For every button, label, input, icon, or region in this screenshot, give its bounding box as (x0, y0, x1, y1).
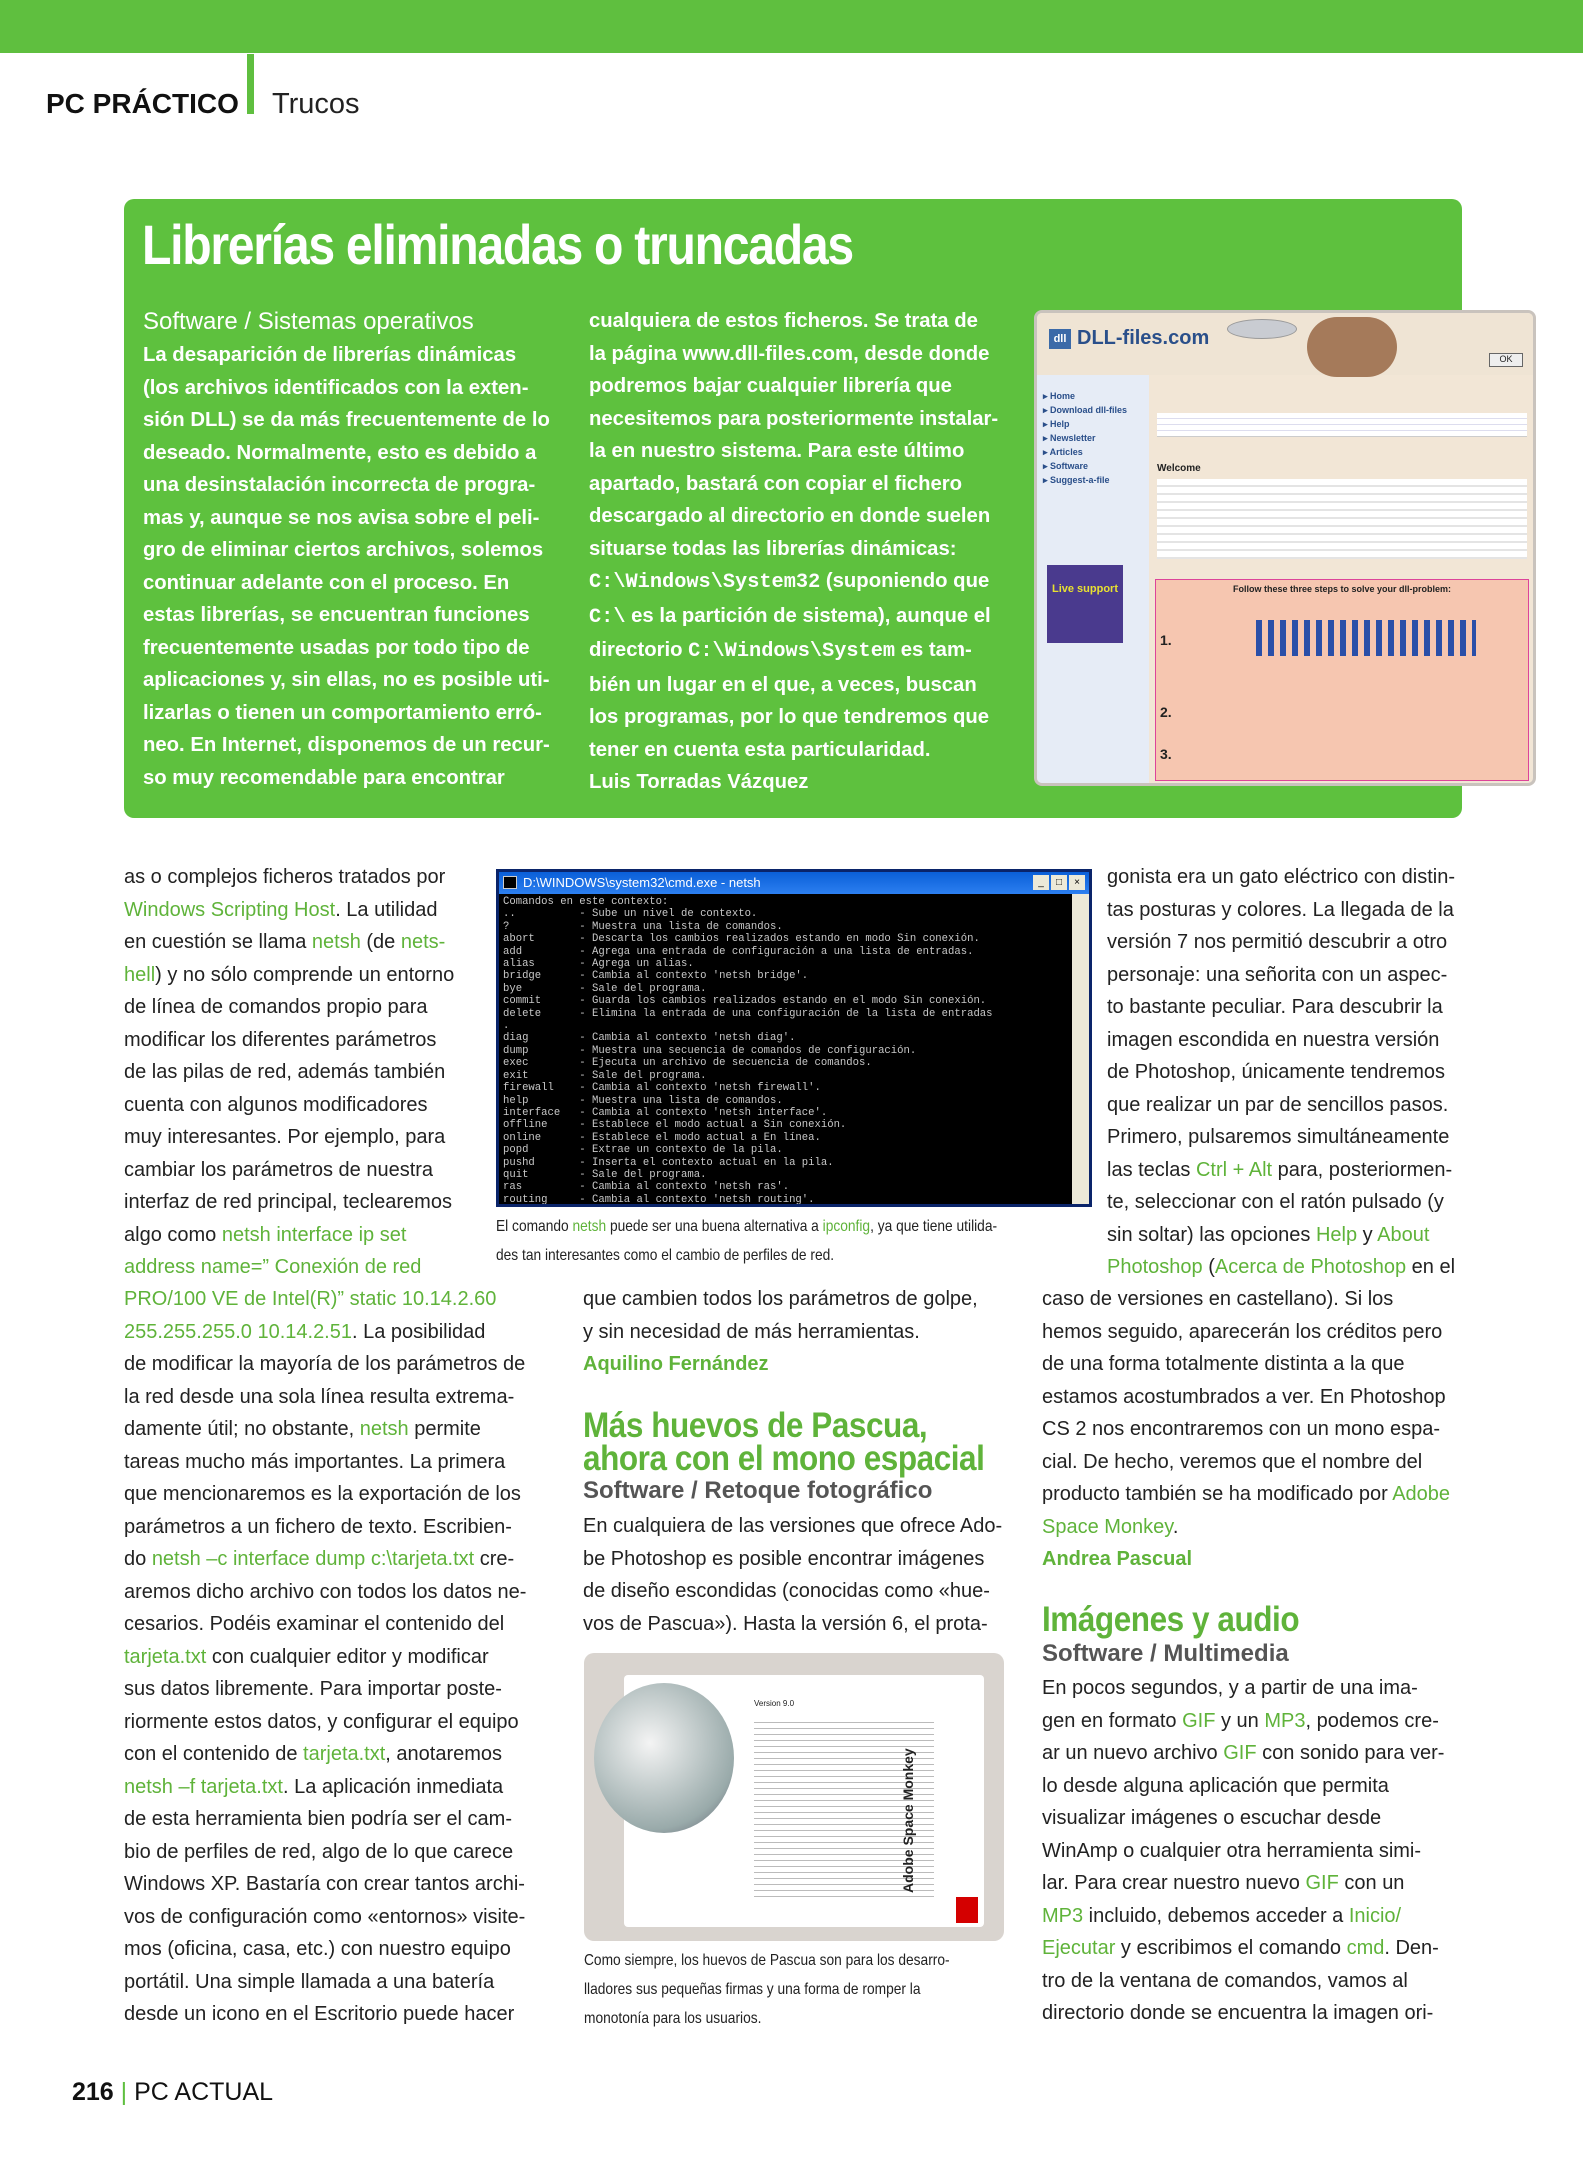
text-line: gen en formato GIF y un MP3, podemos cre- (1042, 1709, 1439, 1732)
text-line: pushd - Inserta el contexto actual en la pila. (503, 1156, 834, 1169)
text-line: bridge - Cambia al contexto 'netsh bridge'. (503, 970, 809, 983)
text-line: ras - Cambia al contexto 'netsh ras'. (503, 1181, 790, 1194)
box-author: Luis Torradas Vázquez (589, 771, 809, 793)
text-line: (los archivos identificados con la exten- (143, 376, 529, 399)
text-line: modificar los diferentes parámetros (124, 1028, 437, 1051)
text-line: apartado, bastará con copiar el fichero (589, 472, 963, 495)
text-line: tas posturas y colores. La llegada de la (1107, 898, 1454, 921)
dll-nav-list (1037, 375, 1149, 501)
dll-live-support-banner[interactable]: Live support (1047, 565, 1123, 643)
text-line: ▸ Software (1043, 461, 1089, 471)
text-line: MP3 incluido, debemos acceder a Inicio/ (1042, 1904, 1402, 1927)
text-line: tener en cuenta esta particularidad. (589, 738, 931, 761)
text-line: visualizar imágenes o escuchar desde (1042, 1807, 1382, 1829)
dll-step-3: 3. (1160, 746, 1172, 762)
monkey-caption (584, 1946, 997, 2033)
box-column-1 (143, 305, 563, 794)
text-line: caso de versiones en castellano). Si los (1042, 1288, 1394, 1310)
box-path-line-3: directorio C:\Windows\System es tam- (589, 639, 972, 663)
box-path-line-1: C:\Windows\System32 (suponiendo que (589, 570, 990, 594)
text-line: una desinstalación incorrecta de progra- (143, 474, 536, 496)
text-line: exec - Ejecuta un archivo de secuencia de comandos. (503, 1057, 872, 1070)
text-line: ▸ Articles (1043, 447, 1083, 457)
box-column-2 (589, 305, 1009, 799)
adobe-logo-icon (956, 1897, 978, 1923)
dll-person-photo (1307, 317, 1397, 377)
text-line: alias - Agrega un alias. (503, 958, 694, 971)
text-line: desde un icono en el Escritorio puede hacer (124, 2003, 515, 2025)
maximize-icon[interactable]: □ (1051, 875, 1067, 890)
cmd-title: D:\WINDOWS\system32\cmd.exe - netsh (523, 875, 761, 890)
text-line: delete - Elimina la entrada de una configuración de la lista de entradas (503, 1007, 993, 1020)
text-line: de una forma totalmente distinta a la que (1042, 1353, 1405, 1375)
text-line: algo como netsh interface ip set (124, 1223, 407, 1246)
box-path-line-2: C:\ es la partición de sistema), aunque el (589, 604, 991, 629)
text-line: dump - Muestra una secuencia de comandos de configuración. (503, 1044, 917, 1057)
text-line: neo. En Internet, disponemos de un recur- (143, 734, 550, 756)
text-line: sus datos libremente. Para importar poste- (124, 1678, 502, 1700)
dll-files-screenshot (1034, 310, 1536, 786)
text-line: Como siempre, los huevos de Pascua son para los desarro- (584, 1952, 950, 1969)
cmd-output (499, 894, 1089, 1207)
left-column-wide (124, 1283, 546, 2031)
text-line: ▸ Suggest-a-file (1043, 475, 1110, 485)
text-line: sión DLL) se da más frecuentemente de lo (143, 409, 550, 431)
cmd-titlebar (499, 872, 1089, 894)
text-line: tarjeta.txt con cualquier editor y modificar (124, 1645, 489, 1668)
dll-logo-icon: dll (1049, 329, 1071, 349)
text-line: muy interesantes. Por ejemplo, para (124, 1126, 446, 1148)
text-line: Ejecutar y escribimos el comando cmd. Den- (1042, 1937, 1439, 1959)
text-line: ▸ Help (1043, 419, 1070, 429)
middle-column (583, 1283, 1005, 1381)
text-line: damente útil; no obstante, netsh permite (124, 1418, 481, 1440)
text-line: bye - Sale del programa. (503, 982, 707, 995)
text-line: ? - Muestra una lista de comandos. (503, 920, 783, 933)
cmd-icon (503, 876, 517, 889)
text-line: ▸ Download dll-files (1043, 405, 1128, 415)
text-line: personaje: una señorita con un aspec- (1107, 963, 1448, 986)
text-line: offline - Establece el modo actual a Sin conexión. (503, 1119, 847, 1132)
text-line: los programas, por lo que tendremos que (589, 706, 990, 728)
text-line: En cualquiera de las versiones que ofrece Ado- (583, 1515, 1003, 1537)
text-line: abort - Descarta los cambios realizados estando en modo Sin conexión. (503, 933, 980, 946)
text-line: . (503, 1020, 510, 1033)
text-line: popd - Extrae un contexto de la pila. (503, 1144, 783, 1157)
text-line: de línea de comandos propio para (124, 996, 428, 1018)
dll-logo-text: DLL-files.com (1077, 327, 1210, 349)
text-line: cial. De hecho, veremos que el nombre del (1042, 1450, 1423, 1473)
minimize-icon[interactable]: _ (1033, 875, 1049, 890)
box-title: Librerías eliminadas o truncadas (142, 213, 853, 276)
text-line: monotonía para los usuarios. (584, 2010, 762, 2027)
dll-step-1: 1. (1160, 632, 1172, 648)
text-line: mas y, aunque se nos avisa sobre el peli- (143, 506, 540, 529)
left-column (124, 861, 480, 1284)
text-line: estas librerías, se encuentran funciones (143, 604, 530, 626)
text-line: de esta herramienta bien podría ser el cam- (124, 1808, 512, 1830)
text-line: gonista era un gato eléctrico con distin- (1107, 866, 1455, 888)
text-line: directorio donde se encuentra la imagen ori- (1042, 2002, 1434, 2024)
text-line: continuar adelante con el proceso. En (143, 571, 510, 594)
text-line: ar un nuevo archivo GIF con sonido para ver- (1042, 1742, 1445, 1764)
text-line: online - Establece el modo actual a En línea. (503, 1131, 821, 1144)
text-line: la red desde una sola línea resulta extrema- (124, 1385, 515, 1408)
text-line: descargado al directorio en donde suelen (589, 505, 991, 527)
cmd-window-controls (1033, 875, 1085, 890)
splash-version: Version 9.0 (754, 1699, 795, 1708)
text-line: riormente estos datos, y configurar el equipo (124, 1710, 519, 1733)
top-color-bar (0, 0, 1583, 53)
text-line: imagen escondida en nuestra versión (1107, 1028, 1440, 1051)
text-line: Primero, pulsaremos simultáneamente (1107, 1126, 1450, 1148)
text-line: hemos seguido, aparecerán los créditos pero (1042, 1320, 1443, 1343)
text-line: aplicaciones y, sin ellas, no es posible uti- (143, 669, 550, 691)
space-monkey-illustration (594, 1683, 734, 1833)
text-line: sin soltar) las opciones Help y About (1107, 1223, 1430, 1246)
text-line: to bastante peculiar. Para descubrir la (1107, 996, 1443, 1018)
text-line: bio de perfiles de red, algo de lo que carece (124, 1840, 514, 1863)
text-line: PRO/100 VE de Intel(R)” static 10.14.2.60 (124, 1288, 497, 1310)
box-column-2-text (589, 305, 1009, 565)
box-category: Software / Sistemas operativos (143, 308, 474, 335)
text-line: netsh –f tarjeta.txt. La aplicación inmediata (124, 1775, 504, 1798)
text-line: tareas mucho más importantes. La primera (124, 1450, 506, 1473)
text-line: de Photoshop, únicamente tendremos (1107, 1061, 1445, 1083)
text-line: commit - Guarda los cambios realizados estando en el modo Sin conexión. (503, 995, 987, 1008)
dll-step-2: 2. (1160, 704, 1172, 720)
text-line: exit - Sale del programa. (503, 1069, 707, 1082)
text-line: mos (oficina, casa, etc.) con nuestro equipo (124, 1938, 511, 1960)
cmd-scrollbar[interactable] (1072, 894, 1089, 1207)
text-line: que mencionaremos es la exportación de los (124, 1483, 521, 1505)
text-line: lo desde alguna aplicación que permita (1042, 1774, 1389, 1797)
text-line: Windows XP. Bastaría con crear tantos archi- (124, 1873, 525, 1895)
text-line: ▸ Home (1043, 391, 1076, 401)
text-line: parámetros a un fichero de texto. Escribien- (124, 1515, 512, 1538)
text-line: producto también se ha modificado por Adobe (1042, 1483, 1451, 1505)
cmd-window-screenshot (496, 869, 1092, 1207)
text-line: deseado. Normalmente, esto es debido a (143, 441, 537, 464)
images-audio-category: Software / Multimedia (1042, 1640, 1289, 1667)
text-line: situarse todas las librerías dinámicas: (589, 537, 957, 560)
text-line: hell) y no sólo comprende un entorno (124, 963, 455, 986)
text-line: te, seleccionar con el ratón pulsado (y (1107, 1191, 1444, 1213)
text-line: cuenta con algunos modificadores (124, 1093, 428, 1116)
text-line: las teclas Ctrl + Alt para, posteriormen- (1107, 1158, 1453, 1181)
text-line: firewall - Cambia al contexto 'netsh firewall'. (503, 1082, 821, 1095)
text-line: lizarlas o tienen un comportamiento erró- (143, 701, 542, 724)
text-line: la en nuestro sistema. Para este último (589, 440, 965, 462)
dll-sidebar (1037, 375, 1149, 786)
text-line: do netsh –c interface dump c:\tarjeta.txt cre- (124, 1548, 515, 1570)
text-line: la página www.dll-files.com, desde donde (589, 342, 990, 365)
text-line: add - Agrega una entrada de configuración a una lista de entradas. (503, 945, 974, 958)
section-subtitle: Trucos (272, 88, 360, 120)
text-line: de modificar la mayoría de los parámetros de (124, 1353, 526, 1375)
text-line: interfaz de red principal, teclearemos (124, 1191, 452, 1213)
dll-cd-icon (1227, 319, 1297, 339)
dll-welcome: Welcome (1157, 463, 1201, 474)
close-icon[interactable]: × (1069, 875, 1085, 890)
text-line: de diseño escondidas (conocidas como «hue- (583, 1580, 990, 1602)
text-line: frecuentemente usadas por todo tipo de (143, 636, 530, 659)
text-line: WinAmp o cualquier otra herramienta simi- (1042, 1839, 1422, 1862)
text-line: lar. Para crear nuestro nuevo GIF con un (1042, 1872, 1405, 1894)
text-line: estamos acostumbrados a ver. En Photoshop (1042, 1385, 1446, 1408)
text-line: La desaparición de librerías dinámicas (143, 344, 517, 366)
text-line: Photoshop (Acerca de Photoshop en el (1107, 1256, 1456, 1278)
page-number: 216 (72, 2078, 114, 2106)
images-audio-heading: Imágenes y audio (1042, 1600, 1300, 1639)
text-line (503, 1206, 1085, 1207)
text-line: cualquiera de estos ficheros. Se trata de (589, 310, 978, 332)
text-line: de las pilas de red, además también (124, 1061, 446, 1083)
middle-intro-lines (583, 1283, 1005, 1348)
text-line: Comandos en este contexto: (503, 896, 669, 908)
text-line: interface - Cambia al contexto 'netsh interface'. (503, 1106, 828, 1119)
text-line: que realizar un par de sencillos pasos. (1107, 1093, 1449, 1116)
text-line: portátil. Una simple llamada a una batería (124, 1970, 495, 1993)
dll-promo-links (1157, 413, 1527, 437)
splash-brand: Adobe Space Monkey (900, 1748, 916, 1893)
text-line: con el contenido de tarjeta.txt, anotaremos (124, 1743, 503, 1765)
text-line: necesitemos para posteriormente instalar- (589, 407, 999, 430)
text-line: 255.255.255.0 10.14.2.51. La posibilidad (124, 1320, 486, 1343)
dll-login-button[interactable]: OK (1489, 353, 1523, 367)
text-line: vos de Pascua»). Hasta la versión 6, el prota- (583, 1612, 988, 1635)
right-author: Andrea Pascual (1042, 1548, 1193, 1570)
text-line: vos de configuración como «entornos» visite- (124, 1905, 526, 1928)
text-line: gro de eliminar ciertos archivos, solemos (143, 539, 544, 561)
dll-steps-panel (1155, 579, 1529, 781)
text-line: address name=” Conexión de red (124, 1256, 422, 1278)
section-divider (247, 54, 254, 114)
text-line: aremos dicho archivo con todos los datos ne- (124, 1580, 527, 1603)
text-line: diag - Cambia al contexto 'netsh diag'. (503, 1032, 796, 1045)
text-line: en cuestión se llama netsh (de nets- (124, 931, 446, 953)
text-line: y sin necesidad de más herramientas. (583, 1320, 920, 1343)
cmd-caption: El comando netsh puede ser una buena alternativa a ipconfig, ya que tiene utilida- des tan interesantes como el cambio de perfiles de red. (496, 1218, 998, 1264)
right-column (1042, 1283, 1463, 1576)
text-line: CS 2 nos encontraremos con un mono espa- (1042, 1418, 1440, 1440)
text-line: .. - Sube un nivel de contexto. (503, 908, 758, 921)
text-line: versión 7 nos permitió descubrir a otro (1107, 931, 1448, 953)
magazine-name: PC ACTUAL (134, 2078, 274, 2106)
middle-author: Aquilino Fernández (583, 1353, 769, 1375)
text-line: podremos bajar cualquier librería que (589, 375, 952, 397)
text-line: ▸ Newsletter (1043, 433, 1096, 443)
box-column-1-text (143, 339, 563, 794)
easter-egg-category: Software / Retoque fotográfico (583, 1477, 933, 1504)
text-line: help - Muestra una lista de comandos. (503, 1094, 783, 1107)
right-column-top (1107, 861, 1463, 1284)
dll-steps-title: Follow these three steps to solve your dll-problem: (1232, 584, 1452, 594)
images-audio-body (1042, 1672, 1463, 2030)
space-monkey-splash (584, 1653, 1004, 1941)
text-line: quit - Sale del programa. (503, 1168, 707, 1181)
text-line: tro de la ventana de comandos, vamos al (1042, 1969, 1408, 1992)
box-column-2b-text (589, 669, 1009, 767)
text-line: so muy recomendable para encontrar (143, 766, 505, 789)
easter-egg-heading: Más huevos de Pascua, ahora con el mono espacial (583, 1406, 985, 1478)
text-line: bién un lugar en el que, a veces, buscan (589, 673, 977, 696)
text-line: be Photoshop es posible encontrar imágenes (583, 1547, 985, 1570)
dll-welcome-text (1157, 479, 1527, 559)
text-line: Windows Scripting Host. La utilidad (124, 898, 438, 921)
dll-letter-index[interactable] (1256, 620, 1476, 656)
section-title: PC PRÁCTICO (46, 88, 239, 119)
text-line: En pocos segundos, y a partir de una ima- (1042, 1677, 1418, 1699)
text-line: Space Monkey. (1042, 1515, 1179, 1538)
text-line: as o complejos ficheros tratados por (124, 866, 446, 888)
text-line: que cambien todos los parámetros de golpe, (583, 1288, 978, 1310)
page-footer: 216 | PC ACTUAL (72, 2078, 274, 2106)
text-line: cesarios. Podéis examinar el contenido del (124, 1613, 505, 1635)
text-line: lladores sus pequeñas firmas y una forma de romper la (584, 1981, 921, 1998)
text-line: routing - Cambia al contexto 'netsh routing'. (503, 1193, 815, 1206)
easter-egg-body (583, 1510, 1005, 1640)
text-line: cambiar los parámetros de nuestra (124, 1158, 434, 1181)
